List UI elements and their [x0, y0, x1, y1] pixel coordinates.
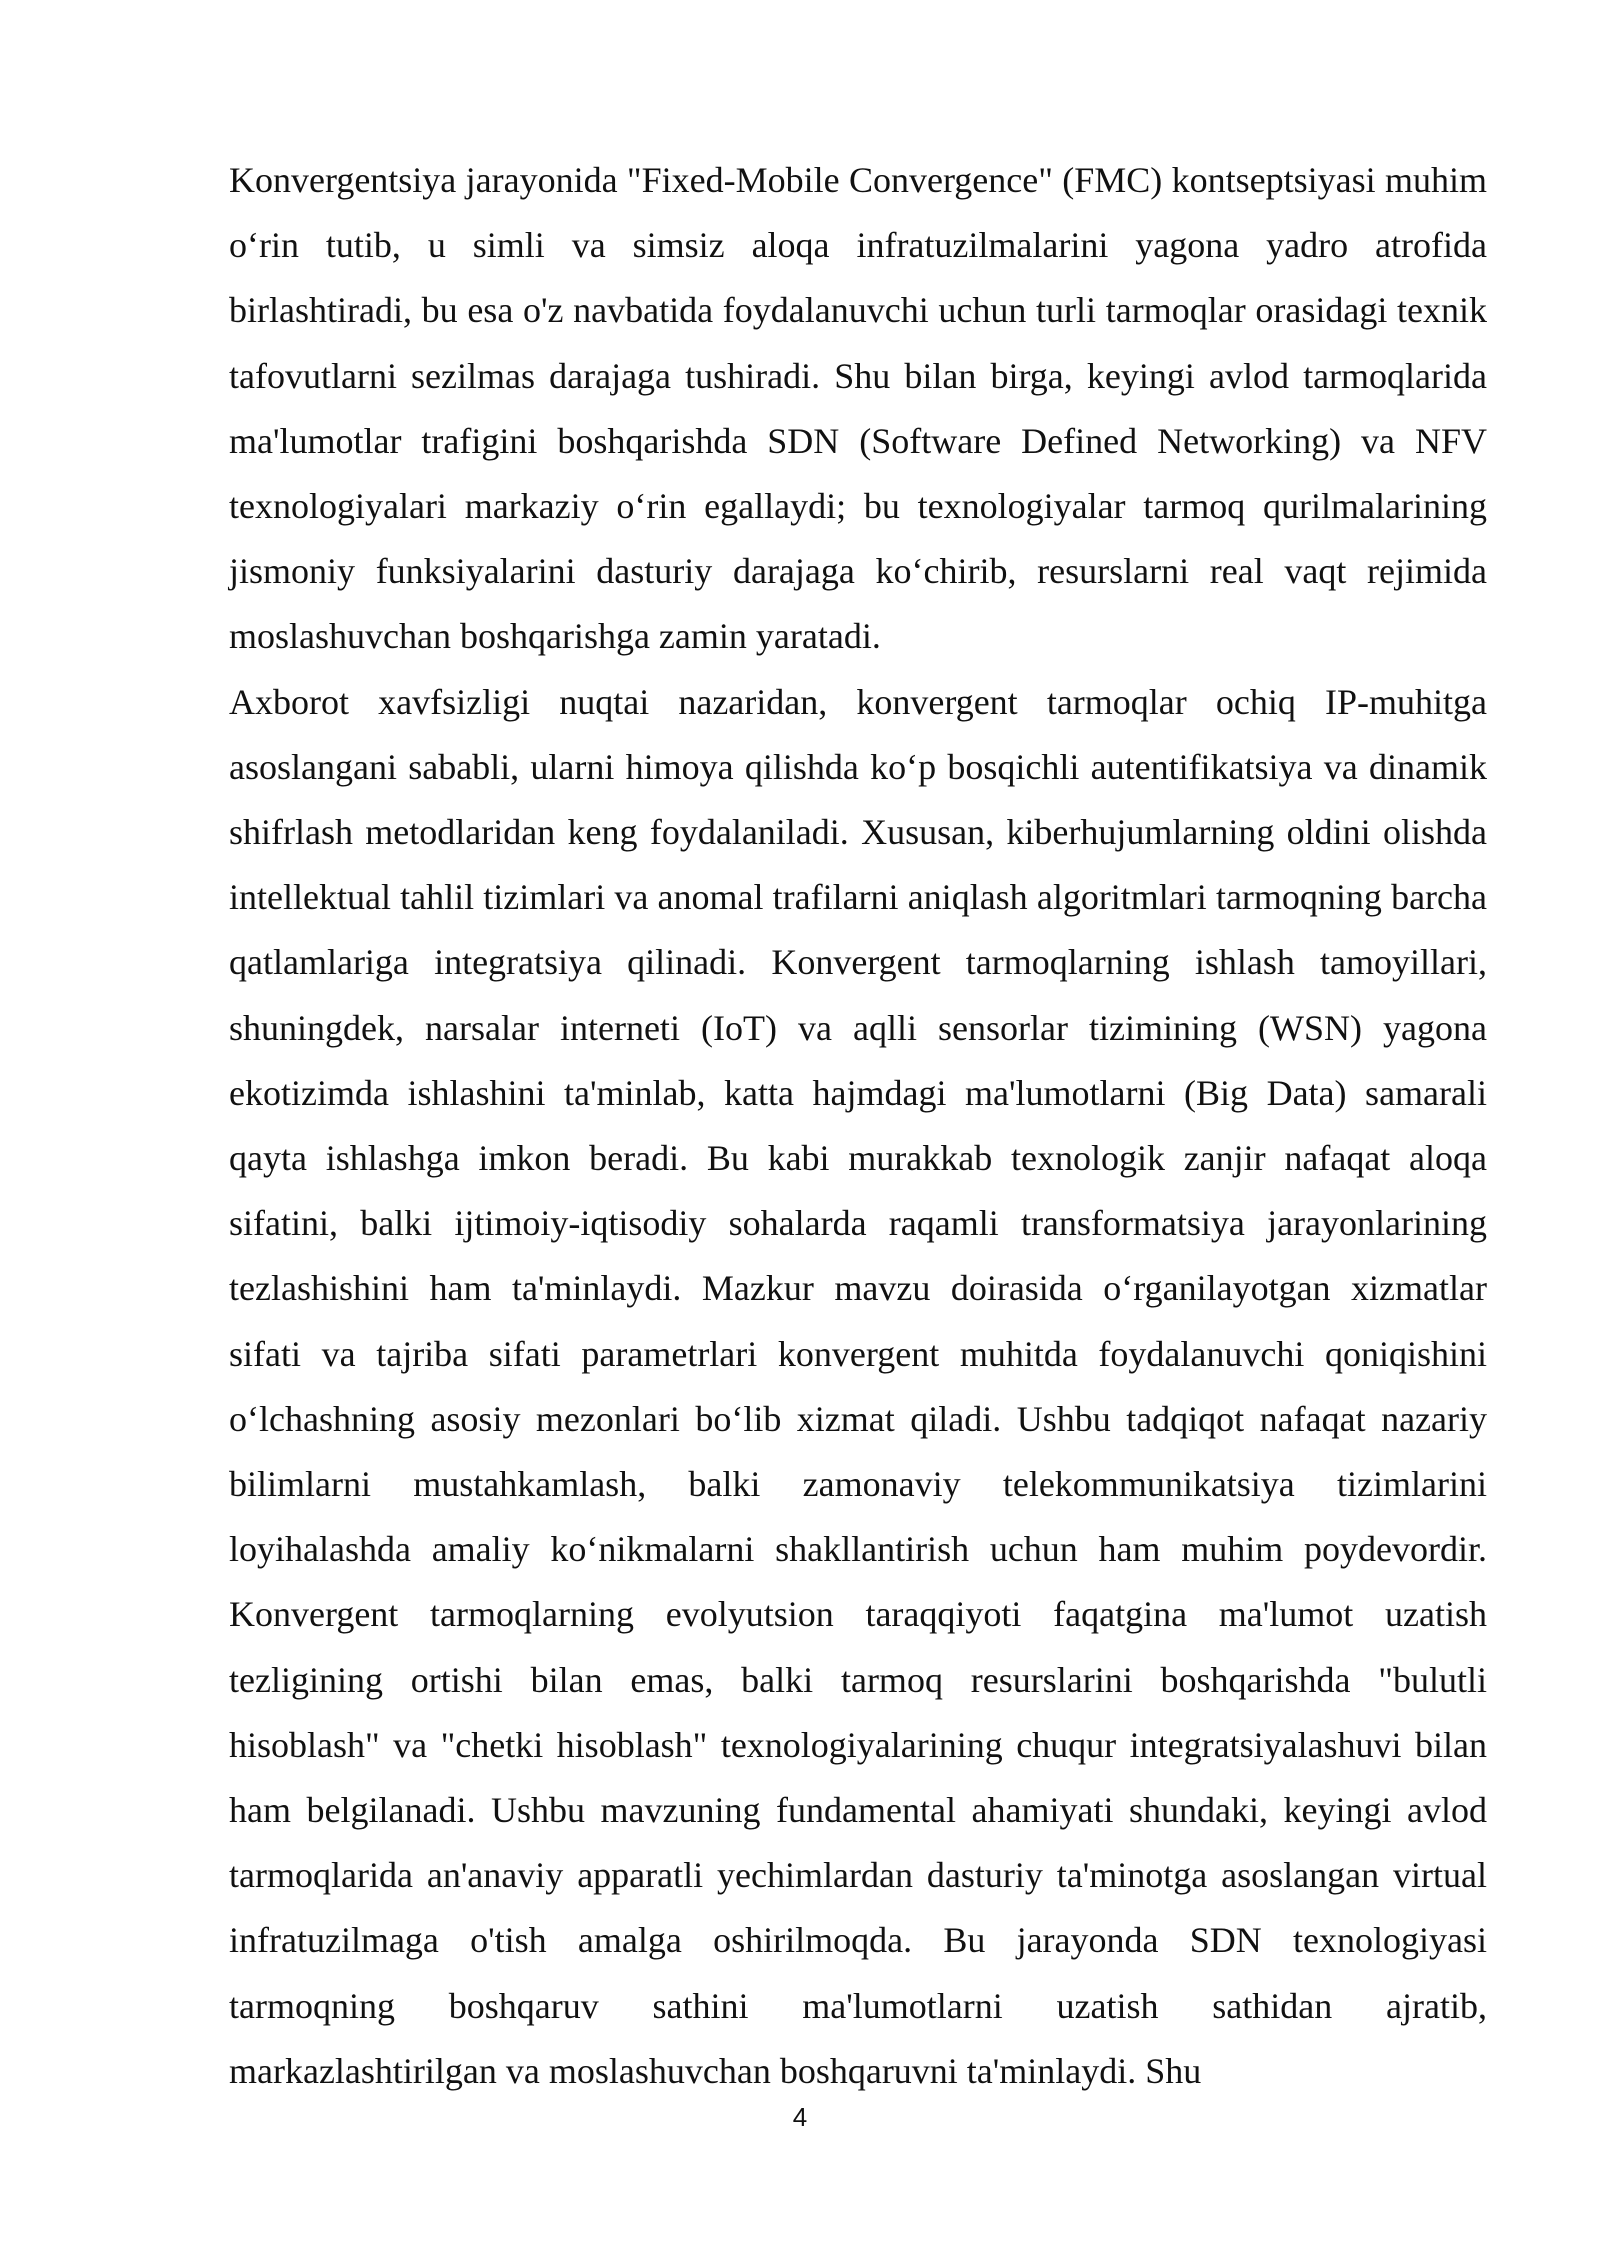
page-number: 4 [792, 2102, 808, 2132]
paragraph-2: Axborot xavfsizligi nuqtai nazaridan, konvergent tarmoqlar ochiq IP-muhitga asoslangani sababli, ularni himoya qilishda ko‘p bosqichli autentifikatsiya va dinamik shifrlash metodlaridan keng foydalaniladi. Xususan, kiberhujumlarning oldini olishda intellektual tahlil tizimlari va anomal trafilarni aniqlash algoritmlari tarmoqning barcha qatlamlariga integratsiya qilinadi. Konvergent tarmoqlarning ishlash tamoyillari, shuningdek, narsalar interneti (IoT) va aqlli sensorlar tizimining (WSN) yagona ekotizimda ishlashini ta'minlab, katta hajmdagi ma'lumotlarni (Big Data) samarali qayta ishlashga imkon beradi. Bu kabi murakkab texnologik zanjir nafaqat aloqa sifatini, balki ijtimoiy-iqtisodiy sohalarda raqamli transformatsiya jarayonlarining tezlashishini ham ta'minlaydi. Mazkur mavzu doirasida o‘rganilayotgan xizmatlar sifati va tajriba sifati parametrlari konvergent muhitda foydalanuvchi qoniqishini o‘lchashning asosiy mezonlari bo‘lib xizmat qiladi. Ushbu tadqiqot nafaqat nazariy bilimlarni mustahkamlash, balki zamonaviy telekommunikatsiya tizimlarini loyihalashda amaliy ko‘nikmalarni shakllantirish uchun ham muhim poydevordir. Konvergent tarmoqlarning evolyutsion taraqqiyoti faqatgina ma'lumot uzatish tezligining ortishi bilan emas, balki tarmoq resurslarini boshqarishda "bulutli hisoblash" va "chetki hisoblash" texnologiyalarining chuqur integratsiyalashuvi bilan ham belgilanadi. Ushbu mavzuning fundamental ahamiyati shundaki, keyingi avlod tarmoqlarida an'anaviy apparatli yechimlardan dasturiy ta'minotga asoslangan virtual infratuzilmaga o'tish amalga oshirilmoqda. Bu jarayonda SDN texnologiyasi tarmoqning boshqaruv sathini ma'lumotlarni uzatish sathidan ajratib, markazlashtirilgan va moslashuvchan boshqaruvni ta'minlaydi. Shu [229, 681, 1487, 2091]
paragraph-1: Konvergentsiya jarayonida "Fixed-Mobile Convergence" (FMC) kontseptsiyasi muhim o‘rin tutib, u simli va simsiz aloqa infratuzilmalarini yagona yadro atrofida birlashtiradi, bu esa o'z navbatida foydalanuvchi uchun turli tarmoqlar orasidagi texnik tafovutlarni sezilmas darajaga tushiradi. Shu bilan birga, keyingi avlod tarmoqlarida ma'lumotlar trafigini boshqarishda SDN (Software Defined Networking) va NFV texnologiyalari markaziy o‘rin egallaydi; bu texnologiyalar tarmoq qurilmalarining jismoniy funksiyalarini dasturiy darajaga ko‘chirib, resurslarni real vaqt rejimida moslashuvchan boshqarishga zamin yaratadi. [229, 160, 1487, 657]
body-text [229, 148, 1487, 2104]
